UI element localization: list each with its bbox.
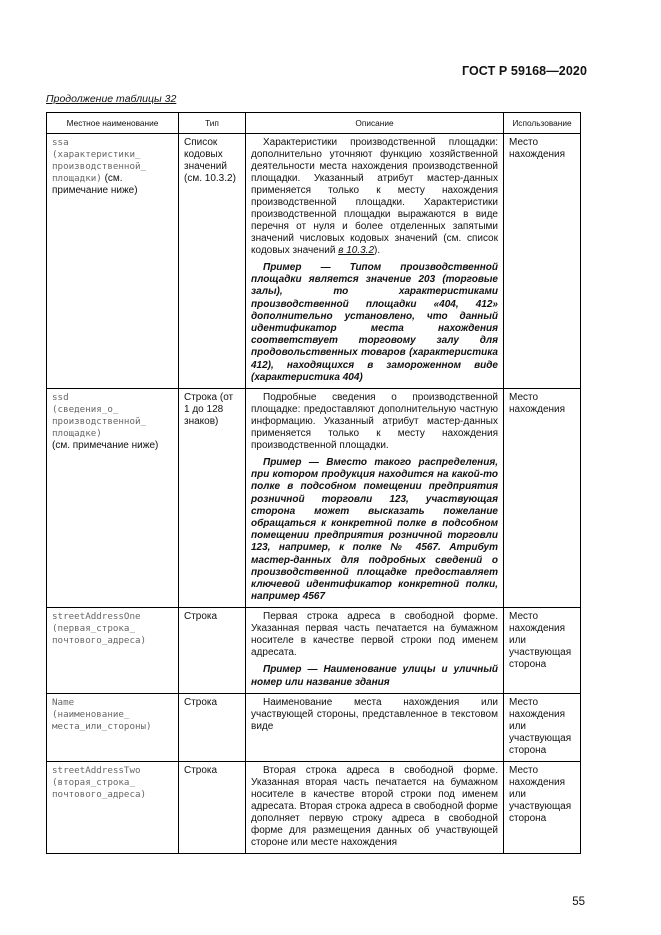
attribute-note: (см. примечание ниже) <box>52 440 159 452</box>
description-text: Первая строка адреса в свободной форме. Указанная первая часть печатается на бумажном носителе в качестве первой строки под именем адресата. <box>251 611 498 659</box>
description-text: Характеристики производственной площадки: дополнительно уточняют функцию хозяйственной деятельности места нахождения производственной площадки. Указанный атрибут мастер-данных применяется только к месту нахождения производственной площадки. Характеристики производственной площадки выражаются в виде перечня от нуля и более отделенных запятыми значений числовых кодовых значений (см. список кодовых значений в 10.3.2). <box>251 137 498 256</box>
page-number: 55 <box>572 896 585 908</box>
standard-code: ГОСТ Р 59168—2020 <box>461 64 587 78</box>
type-cell: Строка <box>179 761 246 853</box>
example-text: Пример — Наименование улицы и уличный номер или название здания <box>251 664 498 688</box>
column-header-description: Описание <box>246 113 504 134</box>
usage-cell: Место нахождения <box>504 389 581 608</box>
type-cell: Строка (от 1 до 128 знаков) <box>179 389 246 608</box>
description-cell <box>246 608 504 693</box>
type-cell: Строка <box>179 608 246 693</box>
local-name-cell <box>47 761 179 853</box>
column-header-type: Тип <box>179 113 246 134</box>
table-row <box>47 608 581 693</box>
local-name-cell <box>47 134 179 389</box>
description-text: Подробные сведения о производственной площадке: предоставляют дополнительную частную информацию. Указанный атрибут мастер-данных применяется только к месту нахождения производственной площадки. <box>251 392 498 452</box>
column-header-local-name: Местное наименование <box>47 113 179 134</box>
description-cell <box>246 693 504 761</box>
local-name-cell <box>47 608 179 693</box>
local-name-cell <box>47 693 179 761</box>
usage-cell: Место нахождения или участвующая сторона <box>504 608 581 693</box>
description-cell <box>246 389 504 608</box>
table-header-row <box>47 113 581 134</box>
attribute-code: Name <box>52 696 75 708</box>
attribute-local-name: (первая_строка_ почтового_адреса) <box>52 623 147 647</box>
cross-reference-link[interactable]: в 10.3.2 <box>338 245 375 256</box>
attribute-local-name: (наименование_ места_или_стороны) <box>52 708 152 732</box>
description-cell <box>246 761 504 853</box>
type-cell: Список кодовых значений (см. 10.3.2) <box>179 134 246 389</box>
example-text: Пример — Типом производственной площадки является значение 203 (торговые залы), то характеристиками производственной площадки «404, 412» дополнительно установлено, что данный идентификатор места нахождения соответствует торговому залу для продовольственных товаров (характеристика 412), находящихся в замороженном виде (характеристика 404) <box>251 262 498 383</box>
table-row <box>47 761 581 853</box>
attribute-local-name: (сведения_о_ производственной_ площадке) <box>52 404 147 440</box>
table-row <box>47 134 581 389</box>
attribute-code: streetAddressTwo <box>52 764 141 776</box>
table-row <box>47 693 581 761</box>
description-cell <box>246 134 504 389</box>
example-text: Пример — Вместо такого распределения, при котором продукция находится на какой-то полке в подсобном помещении предприятия розничной торговли 123, участвующая сторона может высказать пожелание обращаться к конкретной полке в подсобном помещении предприятия розничной торговли 123, например, к полке № 4567. Атрибут мастер-данных для подробных сведений о производственной площадке предоставляет ключевой идентификатор конкретной полки, например 4567 <box>251 457 498 603</box>
attributes-table <box>46 112 581 854</box>
attribute-local-name: (характеристики_ производственной_ площадки) <box>52 149 147 184</box>
usage-cell: Место нахождения или участвующая сторона <box>504 693 581 761</box>
table-row <box>47 389 581 608</box>
attribute-local-name: (вторая_строка_ почтового_адреса) <box>52 776 147 800</box>
description-text: Наименование места нахождения или участвующей стороны, представленное в текстовом виде <box>251 696 498 732</box>
type-cell: Строка <box>179 693 246 761</box>
attribute-code: streetAddressOne <box>52 611 141 623</box>
description-text: Вторая строка адреса в свободной форме. Указанная вторая часть печатается на бумажном носителе в качестве второй строки под именем адресата. Вторая строка адреса в свободной форме дополняет первую строку адреса в свободной форме для размещения данных об участвующей стороне или месте нахождения <box>251 764 498 848</box>
usage-cell: Место нахождения или участвующая сторона <box>504 761 581 853</box>
usage-cell: Место нахождения <box>504 134 581 389</box>
attribute-code: ssd <box>52 392 69 404</box>
column-header-usage: Использование <box>504 113 581 134</box>
attribute-code: ssa <box>52 137 69 148</box>
table-caption: Продолжение таблицы 32 <box>46 93 177 105</box>
attribute-note: (см. примечание ниже) <box>52 173 138 196</box>
local-name-cell <box>47 389 179 608</box>
